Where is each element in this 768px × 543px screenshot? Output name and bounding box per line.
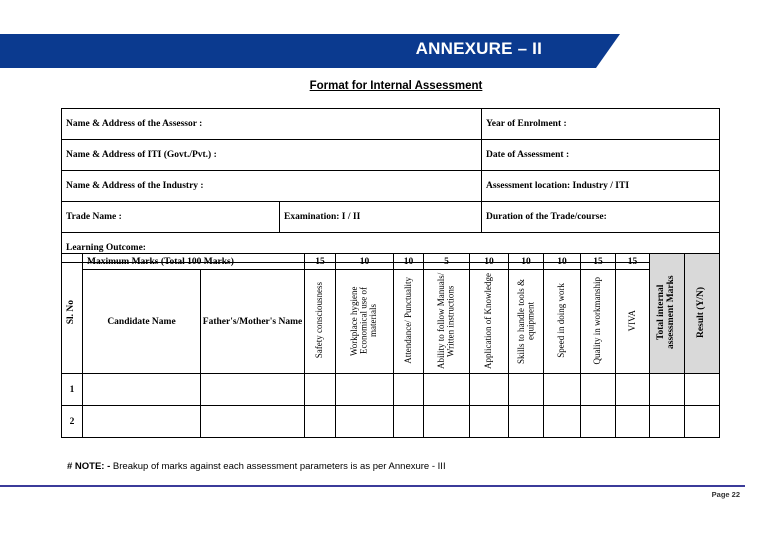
cell[interactable] bbox=[685, 374, 720, 406]
table-row bbox=[62, 406, 720, 438]
param-header: Quality in workmanship bbox=[581, 270, 616, 374]
enrolment-field: Year of Enrolment : bbox=[482, 109, 720, 140]
iti-field: Name & Address of ITI (Govt./Pvt.) : bbox=[62, 140, 482, 171]
marks-grid bbox=[61, 253, 720, 438]
cell[interactable] bbox=[336, 406, 394, 438]
cell[interactable] bbox=[509, 406, 544, 438]
cell[interactable] bbox=[336, 374, 394, 406]
cell[interactable] bbox=[201, 406, 305, 438]
param-header: Application of Knowledge bbox=[470, 270, 509, 374]
max-mark: 10 bbox=[509, 254, 544, 270]
assessor-field: Name & Address of the Assessor : bbox=[62, 109, 482, 140]
cell[interactable] bbox=[616, 374, 650, 406]
examination-field: Examination: I / II bbox=[280, 202, 482, 233]
duration-field: Duration of the Trade/course: bbox=[482, 202, 720, 233]
param-header: Skills to handle tools & equipment bbox=[509, 270, 544, 374]
note-text: Breakup of marks against each assessment parameters is as per Annexure - III bbox=[110, 461, 446, 472]
assessment-date-field: Date of Assessment : bbox=[482, 140, 720, 171]
cell[interactable] bbox=[650, 406, 685, 438]
table-row bbox=[62, 374, 720, 406]
param-header: Speed in doing work bbox=[544, 270, 581, 374]
footer-divider bbox=[0, 485, 745, 487]
cell[interactable] bbox=[83, 374, 201, 406]
max-mark: 10 bbox=[470, 254, 509, 270]
cell[interactable] bbox=[544, 374, 581, 406]
cell[interactable] bbox=[394, 374, 424, 406]
cell[interactable] bbox=[424, 406, 470, 438]
trade-name-field: Trade Name : bbox=[62, 202, 280, 233]
industry-field: Name & Address of the Industry : bbox=[62, 171, 482, 202]
assessment-location-field: Assessment location: Industry / ITI bbox=[482, 171, 720, 202]
column-header-row bbox=[62, 270, 720, 374]
cell[interactable] bbox=[305, 406, 336, 438]
row-number: 2 bbox=[62, 406, 83, 438]
param-header: Ability to follow Manuals/ Written instructions bbox=[424, 270, 470, 374]
total-marks-header: Total internal assessment Marks bbox=[650, 254, 685, 374]
max-mark: 10 bbox=[336, 254, 394, 270]
cell[interactable] bbox=[544, 406, 581, 438]
cell[interactable] bbox=[470, 374, 509, 406]
cell[interactable] bbox=[394, 406, 424, 438]
cell[interactable] bbox=[201, 374, 305, 406]
cell[interactable] bbox=[509, 374, 544, 406]
max-marks-label: Maximum Marks (Total 100 Marks) bbox=[83, 254, 305, 270]
sl-no-header: Sl. No bbox=[62, 254, 83, 374]
learning-outcome-field: Learning Outcome: bbox=[62, 233, 720, 263]
page-subtitle: Format for Internal Assessment bbox=[309, 80, 483, 92]
param-header: VIVA bbox=[616, 270, 650, 374]
banner-title: ANNEXURE – II bbox=[415, 39, 542, 58]
note-prefix: # NOTE: - bbox=[67, 461, 111, 472]
param-header: Safety consciousness bbox=[305, 270, 336, 374]
row-number: 1 bbox=[62, 374, 83, 406]
assessment-details-form bbox=[61, 108, 720, 263]
page-number: Page 22 bbox=[711, 490, 740, 499]
param-header: Workplace hygiene Economical use of materials bbox=[336, 270, 394, 374]
max-mark: 15 bbox=[581, 254, 616, 270]
cell[interactable] bbox=[305, 374, 336, 406]
annexure-banner bbox=[0, 34, 620, 68]
candidate-name-header: Candidate Name bbox=[83, 270, 201, 374]
footnote bbox=[67, 461, 446, 472]
max-mark: 15 bbox=[305, 254, 336, 270]
max-mark: 15 bbox=[616, 254, 650, 270]
cell[interactable] bbox=[685, 406, 720, 438]
max-marks-row bbox=[62, 254, 720, 270]
result-header: Result (Y/N) bbox=[685, 254, 720, 374]
cell[interactable] bbox=[581, 406, 616, 438]
param-header: Attendance/ Punctuality bbox=[394, 270, 424, 374]
cell[interactable] bbox=[83, 406, 201, 438]
cell[interactable] bbox=[470, 406, 509, 438]
cell[interactable] bbox=[581, 374, 616, 406]
cell[interactable] bbox=[424, 374, 470, 406]
cell[interactable] bbox=[650, 374, 685, 406]
parent-name-header: Father's/Mother's Name bbox=[201, 270, 305, 374]
max-mark: 5 bbox=[424, 254, 470, 270]
cell[interactable] bbox=[616, 406, 650, 438]
max-mark: 10 bbox=[544, 254, 581, 270]
max-mark: 10 bbox=[394, 254, 424, 270]
